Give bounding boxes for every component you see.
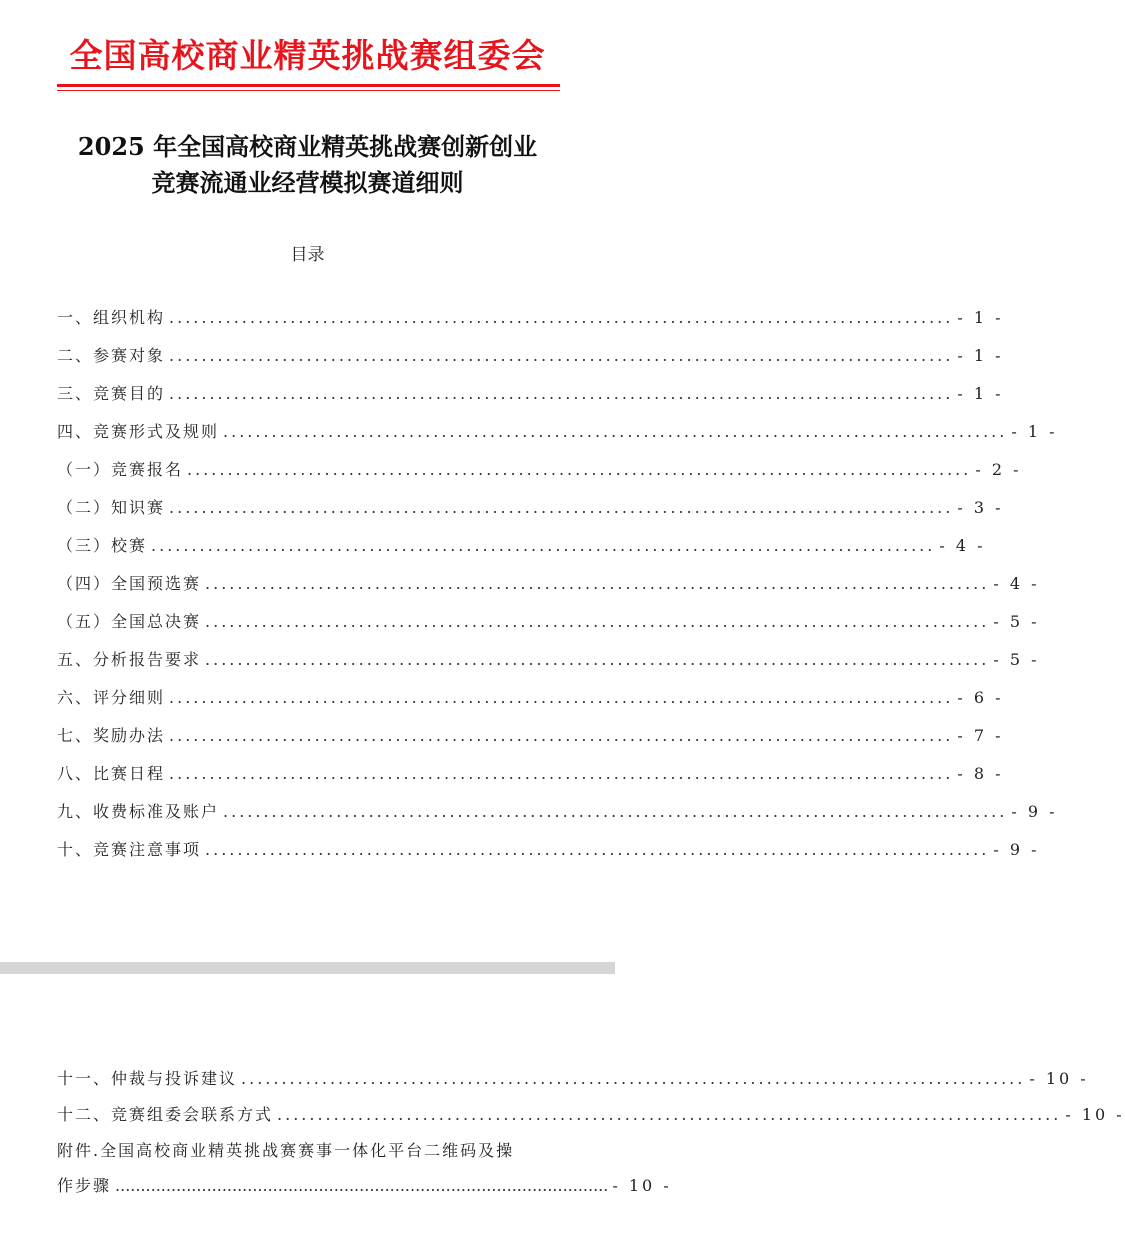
toc-entry-label: （一）竞赛报名 — [57, 460, 184, 479]
toc-leader-dots: ................................................................................................. — [169, 346, 954, 365]
header-rule-thick — [57, 84, 560, 87]
toc-entry-label: 五、分析报告要求 — [57, 650, 202, 669]
toc-entry-label: 十二、竞赛组委会联系方式 — [57, 1105, 274, 1124]
toc-entry[interactable] — [57, 305, 1004, 331]
toc-entry-label: （二）知识赛 — [57, 498, 166, 517]
toc-entry[interactable] — [57, 799, 1058, 825]
toc-entry-label: 四、竞赛形式及规则 — [57, 422, 220, 441]
toc-entry-page: - 4 - — [939, 536, 986, 555]
toc-entry-page: - 1 - — [957, 384, 1004, 403]
toc-entry[interactable] — [57, 647, 1040, 673]
toc-leader-dots: ................................................................................................. — [169, 688, 954, 707]
toc-entry-label: 三、竞赛目的 — [57, 384, 166, 403]
toc-heading: 目录 — [290, 245, 325, 265]
toc-entry-page: - 1 - — [1011, 422, 1058, 441]
toc-entry-label: 一、组织机构 — [57, 308, 166, 327]
toc-entry[interactable] — [57, 343, 1004, 369]
toc-entry-page: - 10 - — [1065, 1105, 1125, 1124]
toc-annex-label-line-2: 作步骤 — [57, 1176, 112, 1195]
toc-entry[interactable] — [57, 1102, 1125, 1128]
toc-leader-dots: ................................................................................................. — [223, 422, 1008, 441]
toc-annex-label-line-1[interactable]: 附件.全国高校商业精英挑战赛赛事一体化平台二维码及操 — [57, 1141, 515, 1160]
toc-entry-page: - 6 - — [957, 688, 1004, 707]
toc-entry[interactable] — [57, 761, 1004, 787]
toc-entry-label: 二、参赛对象 — [57, 346, 166, 365]
toc-entry-label: （五）全国总决赛 — [57, 612, 202, 631]
toc-leader-dots: ................................................................................................. — [223, 802, 1008, 821]
toc-entry-page: - 4 - — [993, 574, 1040, 593]
toc-entry[interactable] — [57, 495, 1004, 521]
toc-entry[interactable] — [57, 723, 1004, 749]
organizer-name: 全国高校商业精英挑战赛组委会 — [69, 36, 546, 75]
toc-entry[interactable] — [57, 685, 1004, 711]
toc-entry-page: - 10 - — [612, 1176, 672, 1195]
toc-leader-dots: ................................................................................................. — [205, 612, 990, 631]
toc-leader-dots: ................................................................................................. — [187, 460, 972, 479]
toc-leader-dots: ................................................................................................. — [205, 650, 990, 669]
toc-entry-page: - 7 - — [957, 726, 1004, 745]
toc-entry[interactable] — [57, 457, 1022, 483]
toc-leader-dots: ................................................................................................. — [115, 1176, 609, 1195]
toc-entry-label: 七、奖励办法 — [57, 726, 166, 745]
toc-leader-dots: ................................................................................................. — [169, 308, 954, 327]
toc-entry-annex[interactable] — [57, 1173, 672, 1199]
toc-entry[interactable] — [57, 609, 1040, 635]
toc-entry[interactable] — [57, 571, 1040, 597]
toc-entry-page: - 9 - — [1011, 802, 1058, 821]
toc-entry-label: （三）校赛 — [57, 536, 148, 555]
toc-entry-label: 十、竞赛注意事项 — [57, 840, 202, 859]
document-title-line-2: 竞赛流通业经营模拟赛道细则 — [151, 168, 464, 197]
toc-leader-dots: ................................................................................................. — [169, 726, 954, 745]
toc-entry-label: 十一、仲裁与投诉建议 — [57, 1069, 238, 1088]
toc-leader-dots: ................................................................................................. — [169, 384, 954, 403]
toc-entry-page: - 1 - — [957, 308, 1004, 327]
page-separator — [0, 962, 615, 974]
toc-entry[interactable] — [57, 1066, 1089, 1092]
toc-entry-page: - 1 - — [957, 346, 1004, 365]
toc-entry-label: （四）全国预选赛 — [57, 574, 202, 593]
toc-entry-page: - 10 - — [1029, 1069, 1089, 1088]
toc-entry-page: - 2 - — [975, 460, 1022, 479]
toc-entry-page: - 5 - — [993, 650, 1040, 669]
toc-entry[interactable] — [57, 837, 1040, 863]
toc-entry[interactable] — [57, 533, 986, 559]
toc-entry-label: 九、收费标准及账户 — [57, 802, 220, 821]
toc-entry[interactable] — [57, 419, 1058, 445]
toc-entry-page: - 9 - — [993, 840, 1040, 859]
toc-leader-dots: ................................................................................................. — [169, 764, 954, 783]
document-title-line-1: 2025 年全国高校商业精英挑战赛创新创业 — [77, 132, 538, 161]
toc-leader-dots: ................................................................................................. — [277, 1105, 1062, 1124]
toc-leader-dots: ................................................................................................. — [241, 1069, 1026, 1088]
header-rule-thin — [57, 90, 560, 91]
toc-leader-dots: ................................................................................................. — [205, 840, 990, 859]
toc-leader-dots: ................................................................................................. — [205, 574, 990, 593]
toc-entry[interactable] — [57, 381, 1004, 407]
toc-entry-page: - 5 - — [993, 612, 1040, 631]
toc-entry-label: 六、评分细则 — [57, 688, 166, 707]
toc-entry-page: - 8 - — [957, 764, 1004, 783]
toc-leader-dots: ................................................................................................. — [151, 536, 936, 555]
toc-entry-page: - 3 - — [957, 498, 1004, 517]
toc-leader-dots: ................................................................................................. — [169, 498, 954, 517]
toc-entry-label: 八、比赛日程 — [57, 764, 166, 783]
